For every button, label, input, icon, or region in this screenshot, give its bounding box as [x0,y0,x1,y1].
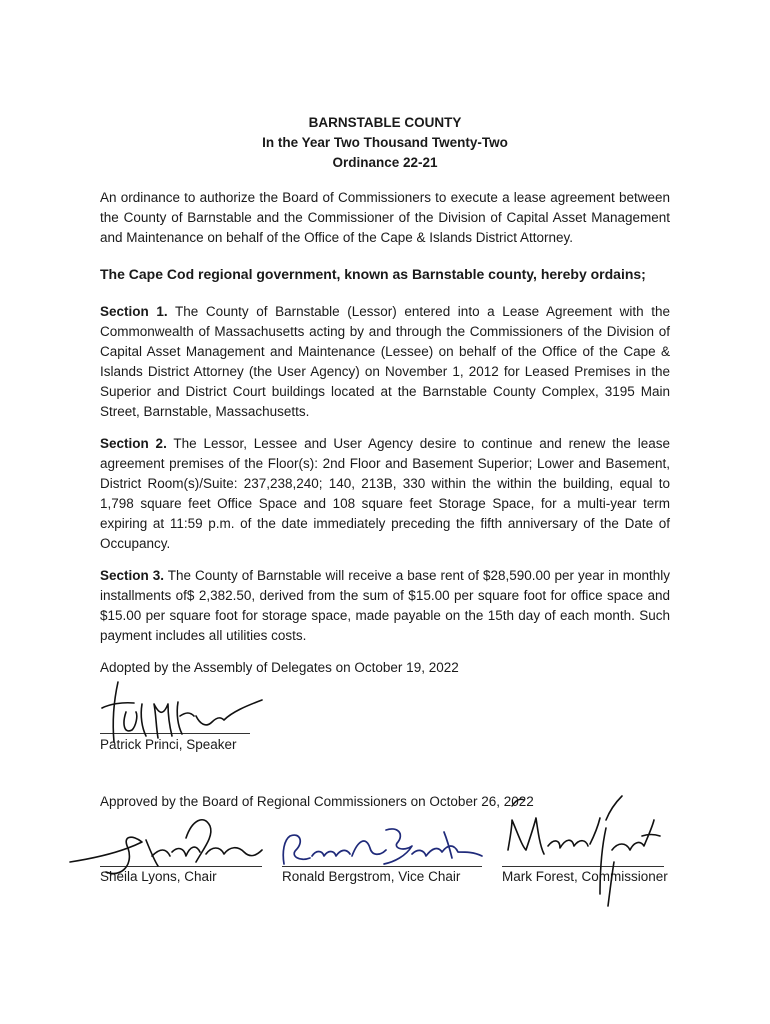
section-1-text: The County of Barnstable (Lessor) entered into a Lease Agreement with the Commonwealth of Massachusetts acting by and through the Commissioners of the Division of Capital Asset Management and Maintenance (Lessee) on behalf of the Office of the Cape & Islands District Attorney (the User Agency) on November 1, 2012 for Leased Premises in the Superior and District Court buildings located at the Barnstable County Complex, 3195 Main Street, Barnstable, Massachusetts. [100,304,670,419]
chair-signature-line [100,866,262,867]
vice-chair-signature-line [282,866,482,867]
speaker-signature-line [100,733,250,734]
commissioner-signature-line [502,866,664,867]
section-2 [100,434,670,554]
section-3 [100,566,670,646]
year-line: In the Year Two Thousand Twenty-Two [262,135,508,150]
approved-statement: Approved by the Board of Regional Commissioners on October 26, 2022 [100,794,534,809]
section-3-text: The County of Barnstable will receive a base rent of $28,590.00 per year in monthly installments of$ 2,382.50, derived from the sum of $15.00 per square foot for office space and $15.00 per square foot for storage space, made payable on the 15th day of each month. Such payment includes all utilities costs. [100,568,670,643]
section-1 [100,302,670,422]
vice-chair-signature [283,829,482,864]
county-title: BARNSTABLE COUNTY [308,115,462,130]
speaker-name: Patrick Princi, Speaker [100,737,237,752]
intro-paragraph: An ordinance to authorize the Board of Commissioners to execute a lease agreement between the County of Barnstable and the Commissioner of the Division of Capital Asset Management and Maintenance on behalf of the Office of the Cape & Islands District Attorney. [100,190,670,245]
section-2-text: The Lessor, Lessee and User Agency desire to continue and renew the lease agreement premises of the Floor(s): 2nd Floor and Basement Superior; Lower and Basement, District Room(s)/Suite: 237,238,240; 140, 213B, 330 within the within the building, equal to 1,798 square feet Office Space and 108 square feet Storage Space, for a multi-year term expiring at 11:59 p.m. of the date immediately preceding the fifth anniversary of the Date of Occupancy. [100,436,670,551]
ordinance-number: Ordinance 22-21 [332,155,438,170]
commissioner-name: Mark Forest, Commissioner [502,869,668,884]
adopted-statement: Adopted by the Assembly of Delegates on October 19, 2022 [100,660,459,675]
section-2-label: Section 2. [100,436,167,451]
vice-chair-name: Ronald Bergstrom, Vice Chair [282,869,461,884]
chair-name: Sheila Lyons, Chair [100,869,217,884]
commissioner-signature [508,796,660,906]
document-header [0,113,770,173]
section-1-label: Section 1. [100,304,168,319]
section-3-label: Section 3. [100,568,164,583]
ordains-statement: The Cape Cod regional government, known as Barnstable county, hereby ordains; [100,266,646,282]
